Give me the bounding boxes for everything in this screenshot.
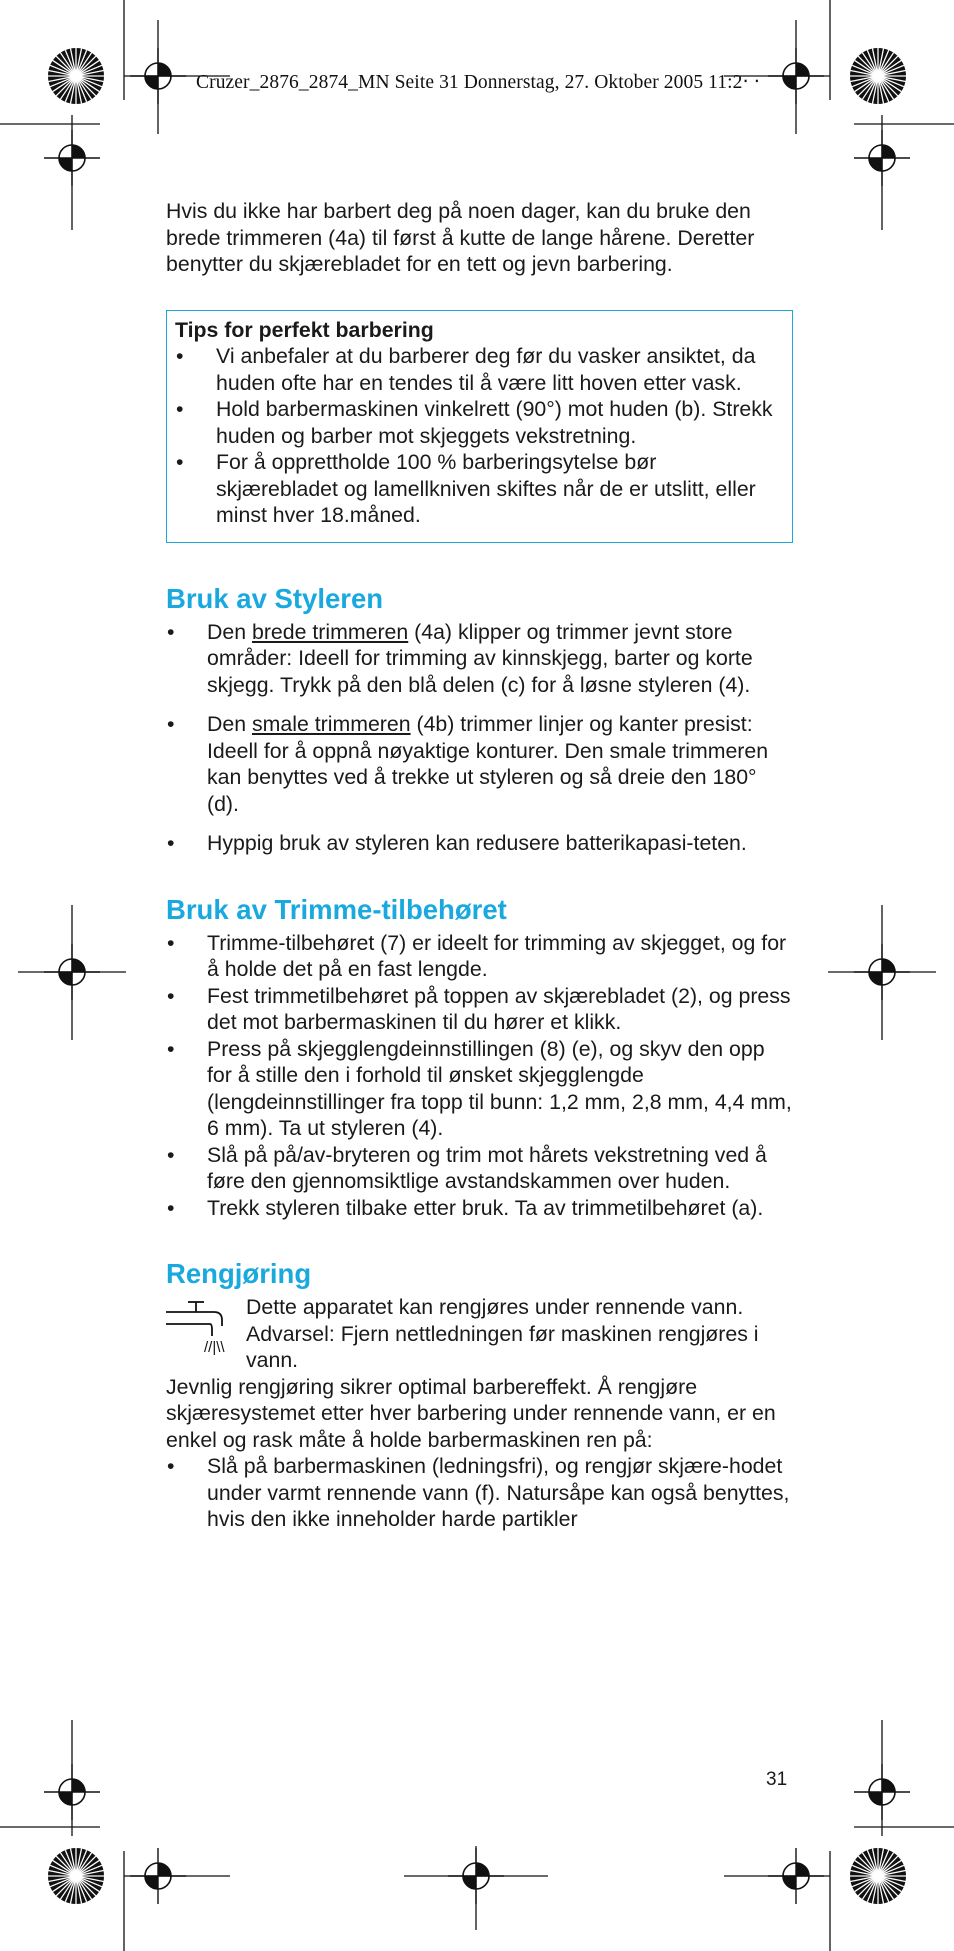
water-tap-icon	[166, 1294, 246, 1360]
page-content	[166, 198, 793, 1533]
cleaning-note	[166, 1294, 793, 1374]
cleaning-item: • Slå på barbermaskinen (ledningsfri), og rengjør skjære-hodet under varmt rennende vann (f). Natursåpe kan også benyttes, hvis den ikke inneholder harde partikler	[166, 1453, 793, 1533]
tips-list	[175, 343, 784, 529]
styler-item-narrow	[166, 711, 793, 817]
water-drip-glyph: //|\\	[204, 1339, 225, 1356]
styler-item-wide	[166, 619, 793, 699]
tips-item: • For å opprettholde 100 % barberingsytelse bør skjærebladet og lamellkniven skiftes når de er utslitt, eller minst hver 18.måned.	[175, 449, 784, 529]
cleaning-note-text: Dette apparatet kan rengjøres under rennende vann. Advarsel: Fjern nettledningen før maskinen rengjøres i vann.	[246, 1295, 759, 1372]
trimmer-list	[166, 930, 793, 1222]
styler-item-text: (4b) trimmer linjer og kanter presist: Ideell for å oppnå nøyaktige konturer. Den smale trimmeren kan benyttes ved å trekke ut styleren og så dreie den 180° (d).	[207, 712, 769, 816]
trimmer-heading: Bruk av Trimme-tilbehøret	[166, 893, 507, 925]
styler-item-battery: • Hyppig bruk av styleren kan redusere batterikapasi-teten.	[166, 830, 793, 857]
tips-item: • Vi anbefaler at du barberer deg før du vasker ansiktet, da huden ofte har en tendes til å være litt hoven etter vask.	[175, 343, 784, 396]
trimmer-item: • Press på skjegglengdeinnstillingen (8) (e), og skyv den opp for å stille den i forhold til ønsket skjegglengde (lengdeinnstillinger fra topp til bunn: 1,2 mm, 2,8 mm, 4,4 mm, 6 mm). Ta ut styleren (4).	[166, 1036, 793, 1142]
trimmer-item: • Fest trimmetilbehøret på toppen av skjærebladet (2), og press det mot barbermaskinen til du hører et klikk.	[166, 983, 793, 1036]
print-slug-header: Cruzer_2876_2874_MN Seite 31 Donnerstag, 27. Oktober 2005 11:2‧ ‧	[196, 72, 761, 93]
wide-trimmer-term: brede trimmeren	[252, 619, 409, 644]
cleaning-heading: Rengjøring	[166, 1258, 312, 1289]
styler-heading: Bruk av Styleren	[166, 582, 384, 614]
styler-item-text: Den	[207, 619, 252, 644]
trimmer-item: • Slå på på/av-bryteren og trim mot hårets vekstretning ved å føre den gjennomsiktlige avstandskammen over huden.	[166, 1142, 793, 1195]
intro-paragraph: Hvis du ikke har barbert deg på noen dager, kan du bruke den brede trimmeren (4a) til først å kutte de lange hårene. Deretter benytter du skjærebladet for en tett og jevn barbering.	[166, 199, 755, 276]
cleaning-paragraph: Jevnlig rengjøring sikrer optimal barbereffekt. Å rengjøre skjæresystemet etter hver barbering under rennende vann, er en enkel og rask måte å holde barbermaskinen ren på:	[166, 1374, 776, 1452]
styler-item-text: (4a) klipper og trimmer jevnt store områder: Ideell for trimming av kinnskjegg, barter og korte skjegg. Trykk på den blå delen (c) for å løsne styleren (4).	[207, 619, 753, 697]
styler-list	[166, 619, 793, 857]
trimmer-item: • Trekk styleren tilbake etter bruk. Ta av trimmetilbehøret (a).	[166, 1195, 793, 1222]
styler-item-text: Den	[207, 712, 252, 736]
tips-box	[166, 310, 793, 543]
trimmer-item: • Trimme-tilbehøret (7) er ideelt for trimming av skjegget, og for å holde det på en fast lengde.	[166, 930, 793, 983]
tips-item: • Hold barbermaskinen vinkelrett (90°) mot huden (b). Strekk huden og barber mot skjeggets vekstretning.	[175, 396, 784, 449]
page-number: 31	[766, 1769, 788, 1790]
cleaning-list	[166, 1453, 793, 1533]
narrow-trimmer-term: smale trimmeren	[252, 712, 411, 736]
tips-title: Tips for perfekt barbering	[175, 317, 434, 342]
